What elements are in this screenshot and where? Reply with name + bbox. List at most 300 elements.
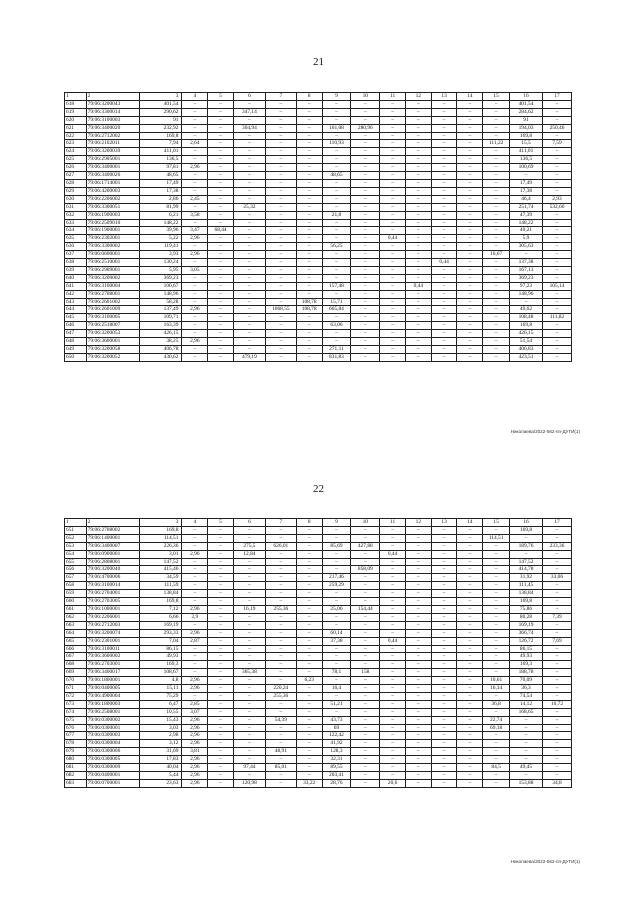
table-cell: – xyxy=(233,566,265,574)
table-cell: – xyxy=(208,132,234,140)
table-cell: – xyxy=(380,748,406,756)
table-cell: – xyxy=(233,314,265,322)
table-cell: – xyxy=(296,235,322,243)
table-cell: 79:06:1900003 xyxy=(86,211,140,219)
table-cell: – xyxy=(542,251,571,259)
table-row xyxy=(65,322,572,330)
header-cell: 16 xyxy=(510,519,543,527)
header-cell: 9 xyxy=(322,519,351,527)
table-cell: – xyxy=(457,116,483,124)
table-cell: 6,23 xyxy=(296,677,322,685)
table-cell: – xyxy=(322,314,351,322)
table-cell: – xyxy=(457,132,483,140)
table-cell: – xyxy=(265,534,296,542)
table-cell: – xyxy=(457,172,483,180)
table-cell: – xyxy=(265,266,296,274)
table-row xyxy=(65,542,572,550)
table-cell: – xyxy=(483,756,510,764)
table-cell: – xyxy=(380,306,406,314)
table-cell: – xyxy=(351,243,380,251)
table-cell: – xyxy=(431,732,457,740)
table-cell: – xyxy=(431,724,457,732)
table-cell: – xyxy=(351,534,380,542)
table-cell: 2,96 xyxy=(182,740,208,748)
table-cell: – xyxy=(457,219,483,227)
table-cell: – xyxy=(296,685,322,693)
table-cell: – xyxy=(233,235,265,243)
table-row xyxy=(65,637,572,645)
header-cell: 12 xyxy=(405,519,431,527)
table-cell: – xyxy=(182,187,208,195)
table-cell: 2,96 xyxy=(182,732,208,740)
table-cell: – xyxy=(483,637,510,645)
table-cell: – xyxy=(542,661,571,669)
table-cell: 154,44 xyxy=(351,605,380,613)
table-cell: – xyxy=(233,172,265,180)
table-cell: – xyxy=(208,582,234,590)
table-cell: 119,41 xyxy=(140,243,182,251)
table-cell: 3,47 xyxy=(182,227,208,235)
table-cell: 217,46 xyxy=(322,574,351,582)
table-row xyxy=(65,203,572,211)
table-cell: 426,15 xyxy=(140,330,182,338)
table-cell: – xyxy=(542,669,571,677)
table-cell: – xyxy=(296,637,322,645)
table-cell: – xyxy=(296,724,322,732)
table-row xyxy=(65,756,572,764)
footer-stamp: Николаева/2022-562-пп-ДУГИ(1) xyxy=(510,859,580,864)
table-cell: – xyxy=(322,203,351,211)
header-cell: 12 xyxy=(405,93,431,101)
table-cell: 79:06:0300005 xyxy=(86,756,140,764)
table-cell: – xyxy=(208,558,234,566)
table-cell: 0,44 xyxy=(405,282,431,290)
table-cell: – xyxy=(431,582,457,590)
table-cell: – xyxy=(457,211,483,219)
table-cell: – xyxy=(233,692,265,700)
table-cell: – xyxy=(380,685,406,693)
table-cell: – xyxy=(542,526,571,534)
table-cell: – xyxy=(483,266,510,274)
table-cell: 6,66 xyxy=(140,613,182,621)
table-cell: – xyxy=(405,598,431,606)
table-cell: – xyxy=(208,179,234,187)
table-cell: – xyxy=(265,203,296,211)
header-cell: 10 xyxy=(351,519,380,527)
table-cell: 632 xyxy=(65,211,87,219)
table-cell: – xyxy=(233,613,265,621)
table-cell: – xyxy=(380,526,406,534)
table-cell: 49,93 xyxy=(140,653,182,661)
table-cell: 79:06:2206002 xyxy=(86,195,140,203)
header-cell: 3 xyxy=(140,93,182,101)
table-cell: – xyxy=(265,598,296,606)
table-cell: – xyxy=(182,534,208,542)
table-cell: – xyxy=(380,669,406,677)
table-cell: – xyxy=(208,211,234,219)
table-cell: 2,96 xyxy=(182,338,208,346)
table-cell: 74,54 xyxy=(510,692,543,700)
table-cell: – xyxy=(510,716,543,724)
table-cell: 51,21 xyxy=(322,700,351,708)
table-cell: – xyxy=(208,685,234,693)
table-cell: 623 xyxy=(65,140,87,148)
table-cell: – xyxy=(208,542,234,550)
table-cell: – xyxy=(431,179,457,187)
table-cell: – xyxy=(483,235,510,243)
table-cell: – xyxy=(510,724,543,732)
table-cell: – xyxy=(322,100,351,108)
table-cell: – xyxy=(405,629,431,637)
table-cell: 7,94 xyxy=(140,140,182,148)
data-table xyxy=(64,92,572,362)
table-cell: 16,34 xyxy=(483,685,510,693)
table-cell: – xyxy=(405,772,431,780)
table-cell: 81,99 xyxy=(140,203,182,211)
table-cell: – xyxy=(483,322,510,330)
table-cell: – xyxy=(296,605,322,613)
table-cell: – xyxy=(542,219,571,227)
table-cell: 79:06:2703001 xyxy=(86,661,140,669)
table-cell: – xyxy=(351,266,380,274)
table-cell: – xyxy=(457,685,483,693)
table-cell: – xyxy=(380,314,406,322)
table-cell: – xyxy=(380,290,406,298)
table-cell: – xyxy=(431,613,457,621)
table-cell: – xyxy=(405,251,431,259)
table-cell: 17,38 xyxy=(140,187,182,195)
table-cell: – xyxy=(483,298,510,306)
table-cell: 681 xyxy=(65,764,87,772)
table-cell: 79:06:1000001 xyxy=(86,605,140,613)
table-cell: – xyxy=(457,732,483,740)
table-cell: – xyxy=(351,203,380,211)
table-cell: 85,01 xyxy=(265,764,296,772)
table-cell: 640 xyxy=(65,274,87,282)
table-cell: – xyxy=(483,779,510,787)
table-cell: – xyxy=(431,779,457,787)
table-cell: – xyxy=(457,274,483,282)
table-cell: – xyxy=(457,108,483,116)
table-cell: – xyxy=(405,779,431,787)
table-cell: – xyxy=(208,574,234,582)
header-cell: 6 xyxy=(233,93,265,101)
table-row xyxy=(65,140,572,148)
table-row xyxy=(65,566,572,574)
table-cell: – xyxy=(296,764,322,772)
table-cell: – xyxy=(208,629,234,637)
table-cell: 31,92 xyxy=(510,574,543,582)
table-row xyxy=(65,187,572,195)
table-cell: 638 xyxy=(65,259,87,267)
table-cell: – xyxy=(296,314,322,322)
table-cell: – xyxy=(322,195,351,203)
table-cell: – xyxy=(233,306,265,314)
table-cell: 271,11 xyxy=(322,346,351,354)
table-cell: – xyxy=(542,605,571,613)
table-cell: – xyxy=(296,338,322,346)
table-cell: – xyxy=(322,219,351,227)
table-cell: – xyxy=(380,582,406,590)
table-cell: – xyxy=(483,282,510,290)
table-cell: – xyxy=(483,558,510,566)
table-cell: – xyxy=(542,629,571,637)
table-cell: – xyxy=(380,100,406,108)
table-cell: – xyxy=(483,550,510,558)
table-cell: 79:06:2302001 xyxy=(86,235,140,243)
table-cell: – xyxy=(380,645,406,653)
table-row xyxy=(65,590,572,598)
table-cell: – xyxy=(182,582,208,590)
table-cell: 169,8 xyxy=(140,526,182,534)
table-cell: – xyxy=(542,582,571,590)
table-cell: – xyxy=(208,779,234,787)
table-row xyxy=(65,235,572,243)
table-cell: – xyxy=(265,621,296,629)
table-cell: – xyxy=(380,124,406,132)
table-cell: – xyxy=(296,669,322,677)
table-cell: 639 xyxy=(65,266,87,274)
table-cell: 136,5 xyxy=(510,156,543,164)
table-cell: – xyxy=(457,724,483,732)
table-cell: – xyxy=(405,314,431,322)
table-cell: – xyxy=(296,195,322,203)
table-cell: – xyxy=(431,661,457,669)
table-cell: – xyxy=(431,748,457,756)
table-cell: – xyxy=(542,338,571,346)
table-cell: – xyxy=(296,243,322,251)
table-cell: 79:06:3100005 xyxy=(86,314,140,322)
table-cell: – xyxy=(265,314,296,322)
table-cell: – xyxy=(208,772,234,780)
table-cell: – xyxy=(380,353,406,361)
table-cell: – xyxy=(542,645,571,653)
table-cell: 79:06:0900001 xyxy=(86,550,140,558)
table-cell: – xyxy=(182,692,208,700)
table-cell: – xyxy=(457,187,483,195)
table-cell: 406,83 xyxy=(510,346,543,354)
table-row xyxy=(65,558,572,566)
table-cell: 97,81 xyxy=(140,164,182,172)
table-cell: – xyxy=(296,282,322,290)
table-cell: – xyxy=(296,108,322,116)
table-cell: – xyxy=(322,259,351,267)
table-cell: – xyxy=(208,172,234,180)
table-cell: – xyxy=(182,526,208,534)
table-cell: 679 xyxy=(65,748,87,756)
table-cell: – xyxy=(542,259,571,267)
table-body xyxy=(65,93,572,362)
table-cell: – xyxy=(233,558,265,566)
table-cell: – xyxy=(265,669,296,677)
table-cell: 79:06:0600001 xyxy=(86,251,140,259)
table-cell: – xyxy=(351,251,380,259)
table-cell: – xyxy=(182,669,208,677)
table-cell: 79:06:2905001 xyxy=(86,156,140,164)
table-cell: – xyxy=(351,322,380,330)
table-cell: – xyxy=(542,132,571,140)
table-cell: – xyxy=(296,259,322,267)
table-row xyxy=(65,306,572,314)
table-cell: 91 xyxy=(510,116,543,124)
table-cell: – xyxy=(265,108,296,116)
table-cell: 0,44 xyxy=(380,235,406,243)
table-cell: – xyxy=(542,227,571,235)
table-cell: – xyxy=(351,148,380,156)
table-cell: – xyxy=(483,156,510,164)
table-cell: – xyxy=(322,148,351,156)
table-cell: – xyxy=(233,582,265,590)
table-cell: – xyxy=(351,346,380,354)
table-cell: – xyxy=(296,140,322,148)
table-cell: – xyxy=(265,259,296,267)
table-cell: – xyxy=(380,179,406,187)
table-cell: – xyxy=(380,677,406,685)
table-cell: – xyxy=(405,613,431,621)
table-cell: 128,3 xyxy=(322,748,351,756)
table-cell: 169,8 xyxy=(510,322,543,330)
table-cell: – xyxy=(265,645,296,653)
table-cell: 479,19 xyxy=(233,353,265,361)
table-cell: – xyxy=(405,172,431,180)
table-cell: – xyxy=(351,259,380,267)
table-cell: – xyxy=(457,235,483,243)
table-cell: – xyxy=(233,748,265,756)
table-cell: – xyxy=(233,274,265,282)
table-cell: 2,93 xyxy=(542,195,571,203)
table-cell: – xyxy=(405,338,431,346)
header-cell: 2 xyxy=(86,519,140,527)
table-cell: 683 xyxy=(65,779,87,787)
table-cell: 167,13 xyxy=(510,266,543,274)
table-cell: – xyxy=(431,574,457,582)
table-cell: – xyxy=(233,322,265,330)
table-cell: – xyxy=(233,526,265,534)
header-cell: 11 xyxy=(380,93,406,101)
table-cell: 3,07 xyxy=(182,708,208,716)
table-cell: – xyxy=(457,653,483,661)
table-cell: – xyxy=(405,266,431,274)
table-cell: 642 xyxy=(65,290,87,298)
table-row xyxy=(65,259,572,267)
table-cell: 108,48 xyxy=(510,314,543,322)
table-cell: – xyxy=(542,346,571,354)
table-cell: – xyxy=(405,534,431,542)
table-cell: – xyxy=(405,637,431,645)
table-cell: – xyxy=(265,227,296,235)
table-cell: – xyxy=(405,259,431,267)
table-cell: – xyxy=(457,590,483,598)
table-row xyxy=(65,290,572,298)
table-cell: – xyxy=(431,764,457,772)
table-cell: 411,01 xyxy=(510,148,543,156)
table-cell: 365,38 xyxy=(233,669,265,677)
table-cell: – xyxy=(483,613,510,621)
table-cell: – xyxy=(380,108,406,116)
table-cell: – xyxy=(431,740,457,748)
table-cell: – xyxy=(322,692,351,700)
table-cell: – xyxy=(322,116,351,124)
table-row xyxy=(65,621,572,629)
table-cell: – xyxy=(405,732,431,740)
table-cell: – xyxy=(510,298,543,306)
table-cell: 655 xyxy=(65,558,87,566)
table-cell: 79:06:0400005 xyxy=(86,685,140,693)
table-cell: – xyxy=(351,685,380,693)
table-cell: – xyxy=(431,558,457,566)
table-cell: 369,23 xyxy=(510,274,543,282)
table-cell: – xyxy=(483,179,510,187)
table-cell: 79:06:2508001 xyxy=(86,708,140,716)
table-cell: – xyxy=(542,148,571,156)
table-cell: – xyxy=(431,716,457,724)
table-cell: – xyxy=(483,590,510,598)
table-cell: – xyxy=(265,100,296,108)
table-cell: – xyxy=(380,330,406,338)
table-cell: 137,49 xyxy=(140,306,182,314)
table-cell: – xyxy=(265,195,296,203)
table-cell: – xyxy=(380,156,406,164)
table-cell: – xyxy=(265,740,296,748)
table-cell: – xyxy=(431,148,457,156)
table-cell: – xyxy=(233,637,265,645)
table-cell: 2,96 xyxy=(182,251,208,259)
table-cell: – xyxy=(182,108,208,116)
table-cell: 661 xyxy=(65,605,87,613)
table-cell: – xyxy=(542,156,571,164)
table-cell: – xyxy=(542,621,571,629)
table-cell: – xyxy=(182,124,208,132)
table-cell: 304,94 xyxy=(233,124,265,132)
table-row xyxy=(65,266,572,274)
table-cell: 657 xyxy=(65,574,87,582)
table-cell: – xyxy=(322,590,351,598)
table-cell: – xyxy=(380,558,406,566)
table-cell: 631 xyxy=(65,203,87,211)
table-cell: – xyxy=(405,211,431,219)
table-cell: 169,19 xyxy=(140,621,182,629)
table-cell: – xyxy=(296,179,322,187)
table-cell: 626,01 xyxy=(265,542,296,550)
table-cell: 79:06:3200043 xyxy=(86,100,140,108)
table-cell: – xyxy=(208,116,234,124)
table-cell: 79:06:2102011 xyxy=(86,140,140,148)
table-cell: 79:06:3100011 xyxy=(86,645,140,653)
table-cell: 79:06:3400017 xyxy=(86,669,140,677)
table-cell: – xyxy=(457,677,483,685)
table-cell: – xyxy=(296,100,322,108)
table-cell: – xyxy=(322,550,351,558)
table-cell: – xyxy=(233,598,265,606)
table-cell: – xyxy=(457,100,483,108)
table-cell: – xyxy=(296,582,322,590)
header-cell: 3 xyxy=(140,519,182,527)
table-cell: – xyxy=(322,290,351,298)
table-cell: 16,67 xyxy=(483,251,510,259)
data-table xyxy=(64,518,572,788)
table-cell: 630 xyxy=(65,195,87,203)
table-cell: – xyxy=(296,251,322,259)
table-cell: 79:06:2601002 xyxy=(86,298,140,306)
table-cell: – xyxy=(542,534,571,542)
table-cell: 10,61 xyxy=(483,677,510,685)
table-cell: – xyxy=(431,708,457,716)
table-cell: – xyxy=(182,621,208,629)
table-cell: 671 xyxy=(65,685,87,693)
table-cell: – xyxy=(457,306,483,314)
table-cell: – xyxy=(542,732,571,740)
table-cell: 667 xyxy=(65,653,87,661)
